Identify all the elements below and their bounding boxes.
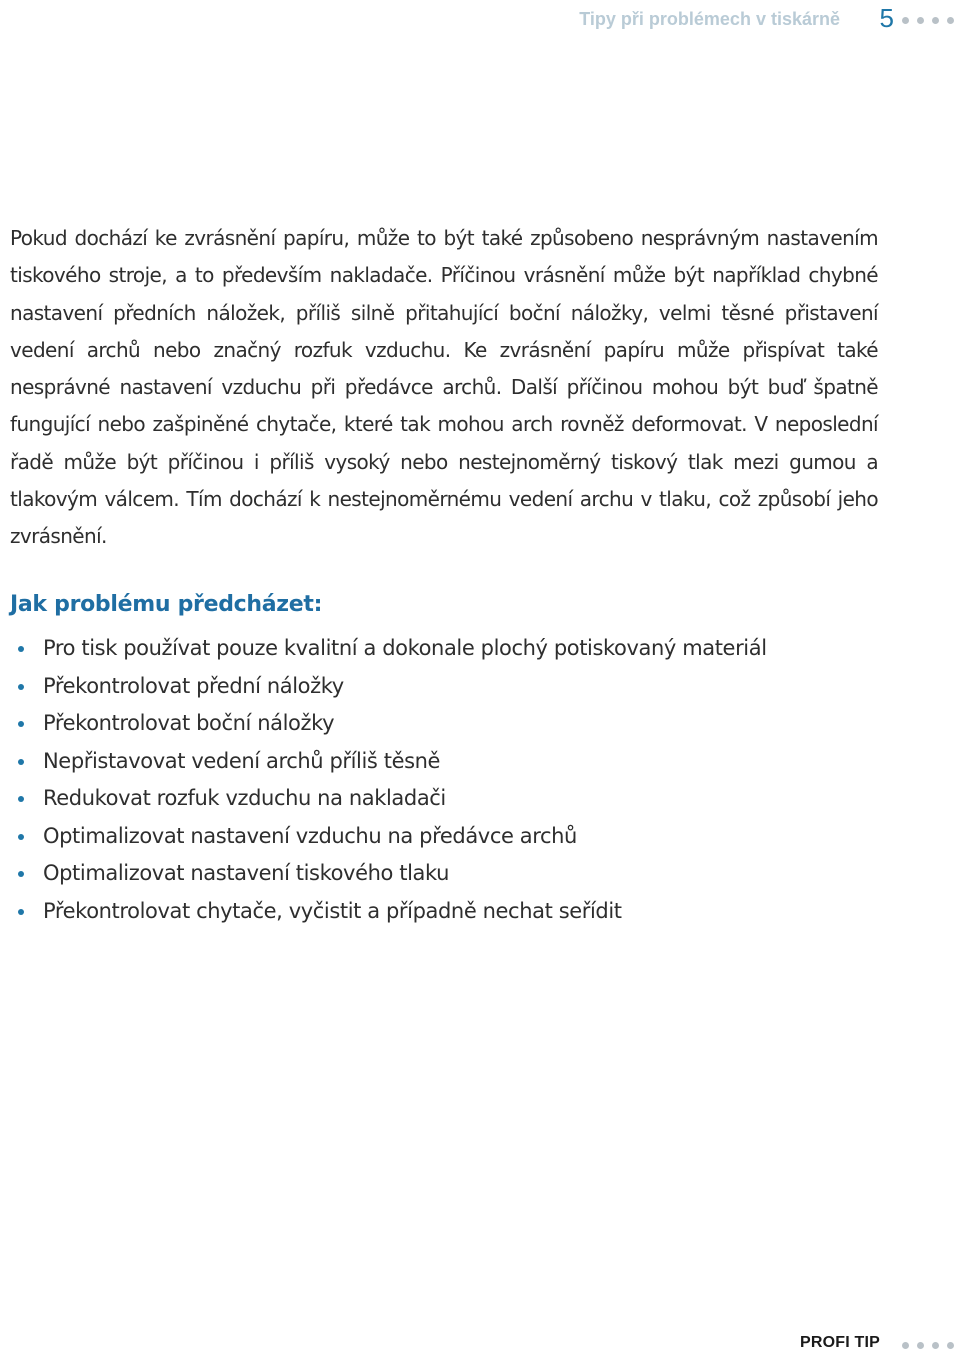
bullet-icon bbox=[18, 871, 24, 877]
bullet-icon bbox=[18, 684, 24, 690]
list-item-text: Redukovat rozfuk vzduchu na nakladači bbox=[43, 786, 446, 810]
section-heading: Jak problému předcházet: bbox=[10, 592, 323, 617]
tips-list bbox=[10, 630, 910, 930]
list-item-text: Optimalizovat nastavení tiskového tlaku bbox=[43, 861, 449, 885]
footer-label: PROFI TIP bbox=[799, 1334, 880, 1351]
list-item-text: Optimalizovat nastavení vzduchu na předávce archů bbox=[43, 823, 577, 848]
list-item bbox=[10, 705, 910, 743]
dot-icon bbox=[902, 17, 909, 24]
running-header-title: Tipy při problémech v tiskárně bbox=[579, 9, 840, 29]
footer-dots-decoration bbox=[902, 1342, 954, 1349]
list-item-text: Pro tisk používat pouze kvalitní a dokonale plochý potiskovaný materiál bbox=[43, 636, 767, 660]
dot-icon bbox=[917, 1342, 924, 1349]
list-item bbox=[10, 743, 910, 781]
list-item bbox=[10, 630, 910, 668]
list-item bbox=[10, 780, 910, 818]
header-dots-decoration bbox=[902, 17, 954, 24]
list-item-text: Nepřistavovat vedení archů příliš těsně bbox=[43, 748, 441, 773]
list-item-text: Překontrolovat chytače, vyčistit a případně nechat seřídit bbox=[43, 898, 622, 923]
list-item bbox=[10, 855, 910, 893]
dot-icon bbox=[932, 1342, 939, 1349]
list-item bbox=[10, 668, 910, 706]
list-item-text: Překontrolovat přední náložky bbox=[43, 673, 344, 698]
body-paragraph: Pokud dochází ke zvrásnění papíru, může to být také způsobeno nesprávným nastavením tiskového stroje, a to především nakladače. Příčinou vrásnění může být například chybné nastavení předních náložek, příliš silně přitahující boční náložky, velmi těsné přistavení vedení archů nebo značný rozfuk vzduchu. Ke zvrásnění papíru může přispívat také nesprávné nastavení vzduchu při předávce archů. Další příčinou mohou být buď špatně fungující nebo zašpiněné chytače, které tak mohou arch rovněž deformovat. V neposlední řadě může být příčinou i příliš vysoký nebo nestejnoměrný tiskový tlak mezi gumou a tlakovým válcem. Tím dochází k nestejnoměrnému vedení archu v tlaku, což způsobí jeho zvrásnění. bbox=[10, 226, 878, 549]
bullet-icon bbox=[18, 721, 24, 727]
dot-icon bbox=[902, 1342, 909, 1349]
list-item-text: Překontrolovat boční náložky bbox=[43, 711, 335, 735]
bullet-icon bbox=[18, 646, 24, 652]
dot-icon bbox=[947, 17, 954, 24]
page-number: 5 bbox=[879, 3, 894, 33]
dot-icon bbox=[947, 1342, 954, 1349]
dot-icon bbox=[932, 17, 939, 24]
dot-icon bbox=[917, 17, 924, 24]
bullet-icon bbox=[18, 834, 24, 840]
list-item bbox=[10, 818, 910, 856]
bullet-icon bbox=[18, 759, 24, 765]
page-header bbox=[0, 0, 960, 40]
bullet-icon bbox=[18, 796, 24, 802]
bullet-icon bbox=[18, 909, 24, 915]
list-item bbox=[10, 893, 910, 931]
